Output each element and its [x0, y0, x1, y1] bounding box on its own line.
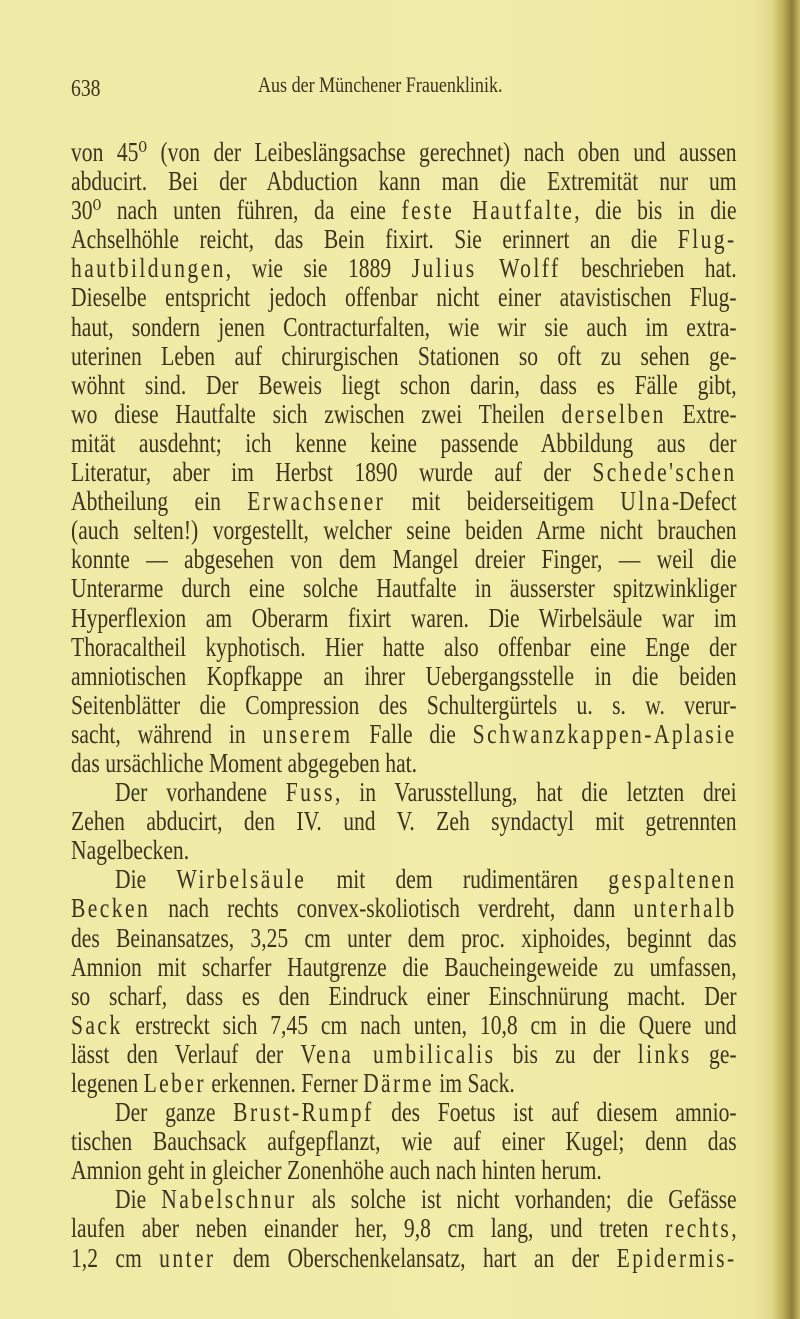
- text-line: [71, 516, 737, 545]
- text-segment: des Foetus ist auf diesem amnio-: [373, 1097, 737, 1128]
- text-segment: dem Oberschenkelansatz, hart an der: [215, 1242, 617, 1273]
- text-segment: Nagelbecken.: [71, 835, 190, 866]
- text-line: [71, 924, 737, 953]
- text-line: [71, 458, 737, 487]
- text-line: [71, 778, 737, 807]
- text-line: [71, 225, 737, 254]
- text-line: [71, 254, 737, 283]
- spaced-emphasis-text: unter: [159, 1242, 216, 1273]
- text-line: [71, 894, 737, 923]
- spaced-emphasis-text: Vena umbilicalis: [300, 1038, 496, 1069]
- spaced-emphasis-text: gespaltenen: [608, 864, 737, 895]
- text-segment: konnte — abgesehen von dem Mangel dreier Finger, — weil die: [71, 544, 737, 575]
- text-segment: tischen Bauchsack aufgepflanzt, wie auf einer Kugel; denn das: [71, 1126, 737, 1157]
- text-segment: von 45⁰ (von der Leibeslängsachse gerechnet) nach oben und aussen: [71, 137, 737, 167]
- text-segment: Amnion mit scharfer Hautgrenze die Baucheingeweide zu umfassen,: [71, 951, 737, 982]
- spaced-emphasis-text: rechts: [665, 1213, 732, 1244]
- text-line: [71, 1156, 737, 1185]
- text-segment: nach rechts convex-skoliotisch verdreht, dann: [150, 893, 634, 924]
- page-number: 638: [71, 76, 101, 102]
- text-line: [71, 1244, 737, 1273]
- text-line: [71, 545, 737, 574]
- spaced-emphasis-text: Schede'schen: [592, 457, 737, 488]
- text-segment: mität ausdehnt; ich kenne keine passende Abbildung aus der: [71, 427, 737, 458]
- text-segment: Der ganze: [115, 1097, 234, 1128]
- text-line: [71, 313, 737, 342]
- text-segment: sacht, während in: [71, 718, 263, 749]
- text-segment: uterinen Leben auf chirurgischen Stationen so oft zu sehen ge-: [71, 340, 737, 371]
- spaced-emphasis-text: Erwachsener: [247, 486, 386, 517]
- text-segment: Literatur, aber im Herbst 1890 wurde auf der: [71, 457, 593, 488]
- text-segment: Unterarme durch eine solche Hautfalte in äusserster spitzwinkliger: [71, 573, 737, 604]
- text-line: [71, 429, 737, 458]
- text-segment: , wie sie 1889: [225, 253, 412, 284]
- spaced-emphasis-text: Nabelschnur: [161, 1184, 297, 1215]
- text-segment: Die: [115, 1184, 162, 1215]
- spaced-emphasis-text: feste Hautfalte: [401, 195, 575, 226]
- text-line: [71, 633, 737, 662]
- text-segment: mit dem rudimentären: [306, 864, 609, 895]
- text-line: [71, 1040, 737, 1069]
- text-line: [71, 1098, 737, 1127]
- text-line: [71, 836, 737, 865]
- text-line: [71, 574, 737, 603]
- text-segment: beschrieben hat.: [560, 253, 737, 284]
- spaced-emphasis-text: unterhalb: [633, 893, 737, 924]
- text-segment: des Beinansatzes, 3,25 cm unter dem proc. xiphoides, beginnt das: [71, 922, 737, 953]
- text-segment: Thoracaltheil kyphotisch. Hier hatte also offenbar eine Enge der: [71, 631, 737, 662]
- text-segment: Der vorhandene: [115, 777, 286, 808]
- text-line: [71, 953, 737, 982]
- text-line: [71, 720, 737, 749]
- spaced-emphasis-text: Julius Wolff: [411, 253, 561, 284]
- text-segment: laufen aber neben einander her, 9,8 cm lang, und treten: [71, 1213, 666, 1244]
- text-line: [71, 1185, 737, 1214]
- text-segment: legenen: [71, 1068, 144, 1098]
- spaced-emphasis-text: links: [637, 1038, 692, 1069]
- spaced-emphasis-text: derselben: [561, 398, 666, 429]
- text-segment: Extre-: [665, 398, 737, 429]
- text-line: [71, 1069, 737, 1098]
- spaced-emphasis-text: hautbildungen: [71, 253, 226, 284]
- text-segment: Die: [115, 864, 177, 895]
- text-segment: Achselhöhle reicht, das Bein fixirt. Sie erinnert an die: [71, 224, 678, 255]
- text-line: [71, 342, 737, 371]
- text-segment: Seitenblätter die Compression des Schultergürtels u. s. w. verur-: [71, 689, 737, 720]
- spaced-emphasis-text: Sack: [71, 1009, 123, 1040]
- spaced-emphasis-text: Wirbelsäule: [176, 864, 307, 895]
- text-segment: das ursächliche Moment abgegeben hat.: [71, 747, 418, 778]
- text-segment: bis zu der: [495, 1038, 638, 1069]
- spaced-emphasis-text: Becken: [71, 893, 151, 924]
- text-segment: (auch selten!) vorgestellt, welcher seine beiden Arme nicht brauchen: [71, 515, 737, 546]
- text-segment: lässt den Verlauf der: [71, 1038, 301, 1069]
- text-segment: Dieselbe entspricht jedoch offenbar nicht einer atavistischen Flug-: [71, 282, 737, 313]
- text-segment: so scharf, dass es den Eindruck einer Einschnürung macht. Der: [71, 980, 737, 1011]
- spaced-emphasis-text: unserem: [262, 718, 353, 749]
- text-line: [71, 1214, 737, 1243]
- text-segment: erstreckt sich 7,45 cm nach unten, 10,8 cm in die Quere und: [122, 1009, 737, 1040]
- text-segment: mit beiderseitigem: [385, 486, 621, 517]
- text-segment: im Sack.: [433, 1068, 515, 1098]
- text-segment: ge-: [691, 1038, 737, 1069]
- spaced-emphasis-text: Schwanzkappen-Aplasie: [472, 718, 737, 749]
- text-segment: abducirt. Bei der Abduction kann man die Extremität nur um: [71, 166, 737, 197]
- spaced-emphasis-text: Brust-Rumpf: [233, 1097, 374, 1128]
- text-segment: als solche ist nicht vorhanden; die Gefässe: [296, 1184, 737, 1215]
- spaced-emphasis-text: Ulna: [620, 486, 672, 517]
- text-line: [71, 196, 737, 225]
- text-segment: , die bis in die: [574, 195, 737, 226]
- spaced-emphasis-text: Fuss: [285, 777, 335, 808]
- text-segment: Amnion geht in gleicher Zonenhöhe auch nach hinten herum.: [71, 1155, 602, 1186]
- text-segment: wo diese Hautfalte sich zwischen zwei Theilen: [71, 398, 562, 429]
- text-line: [71, 371, 737, 400]
- text-line: [71, 691, 737, 720]
- spaced-emphasis-text: Därme: [363, 1068, 434, 1098]
- text-line: [71, 487, 737, 516]
- text-line: [71, 982, 737, 1011]
- spaced-emphasis-text: Leber: [143, 1068, 206, 1098]
- text-segment: Falle die: [352, 718, 473, 749]
- text-segment: , in Varusstellung, hat die letzten drei: [334, 777, 737, 808]
- text-segment: amniotischen Kopfkappe an ihrer Uebergangsstelle in die beiden: [71, 660, 737, 691]
- text-line: [71, 167, 737, 196]
- text-segment: wöhnt sind. Der Beweis liegt schon darin, dass es Fälle gibt,: [71, 369, 737, 400]
- text-line: [71, 283, 737, 312]
- text-line: [71, 807, 737, 836]
- running-header: Aus der Münchener Frauenklinik.: [258, 72, 503, 97]
- text-line: [71, 604, 737, 633]
- spaced-emphasis-text: Epidermis-: [616, 1242, 737, 1273]
- body-text: [71, 138, 737, 1273]
- text-segment: ,: [731, 1213, 737, 1244]
- text-segment: -Defect: [671, 486, 737, 517]
- text-segment: 30⁰ nach unten führen, da eine: [71, 195, 402, 226]
- text-line: [71, 138, 737, 167]
- text-line: [71, 400, 737, 429]
- text-line: [71, 1127, 737, 1156]
- text-segment: 1,2 cm: [71, 1242, 160, 1273]
- text-segment: Zehen abducirt, den IV. und V. Zeh syndactyl mit getrennten: [71, 806, 737, 837]
- text-segment: Hyperflexion am Oberarm fixirt waren. Die Wirbelsäule war im: [71, 602, 737, 633]
- text-segment: Abtheilung ein: [71, 486, 248, 517]
- spaced-emphasis-text: Flug-: [677, 224, 737, 255]
- text-segment: haut, sondern jenen Contracturfalten, wie wir sie auch im extra-: [71, 311, 737, 342]
- text-line: [71, 749, 737, 778]
- text-line: [71, 1011, 737, 1040]
- text-segment: erkennen. Ferner: [205, 1068, 364, 1098]
- text-line: [71, 662, 737, 691]
- text-line: [71, 865, 737, 894]
